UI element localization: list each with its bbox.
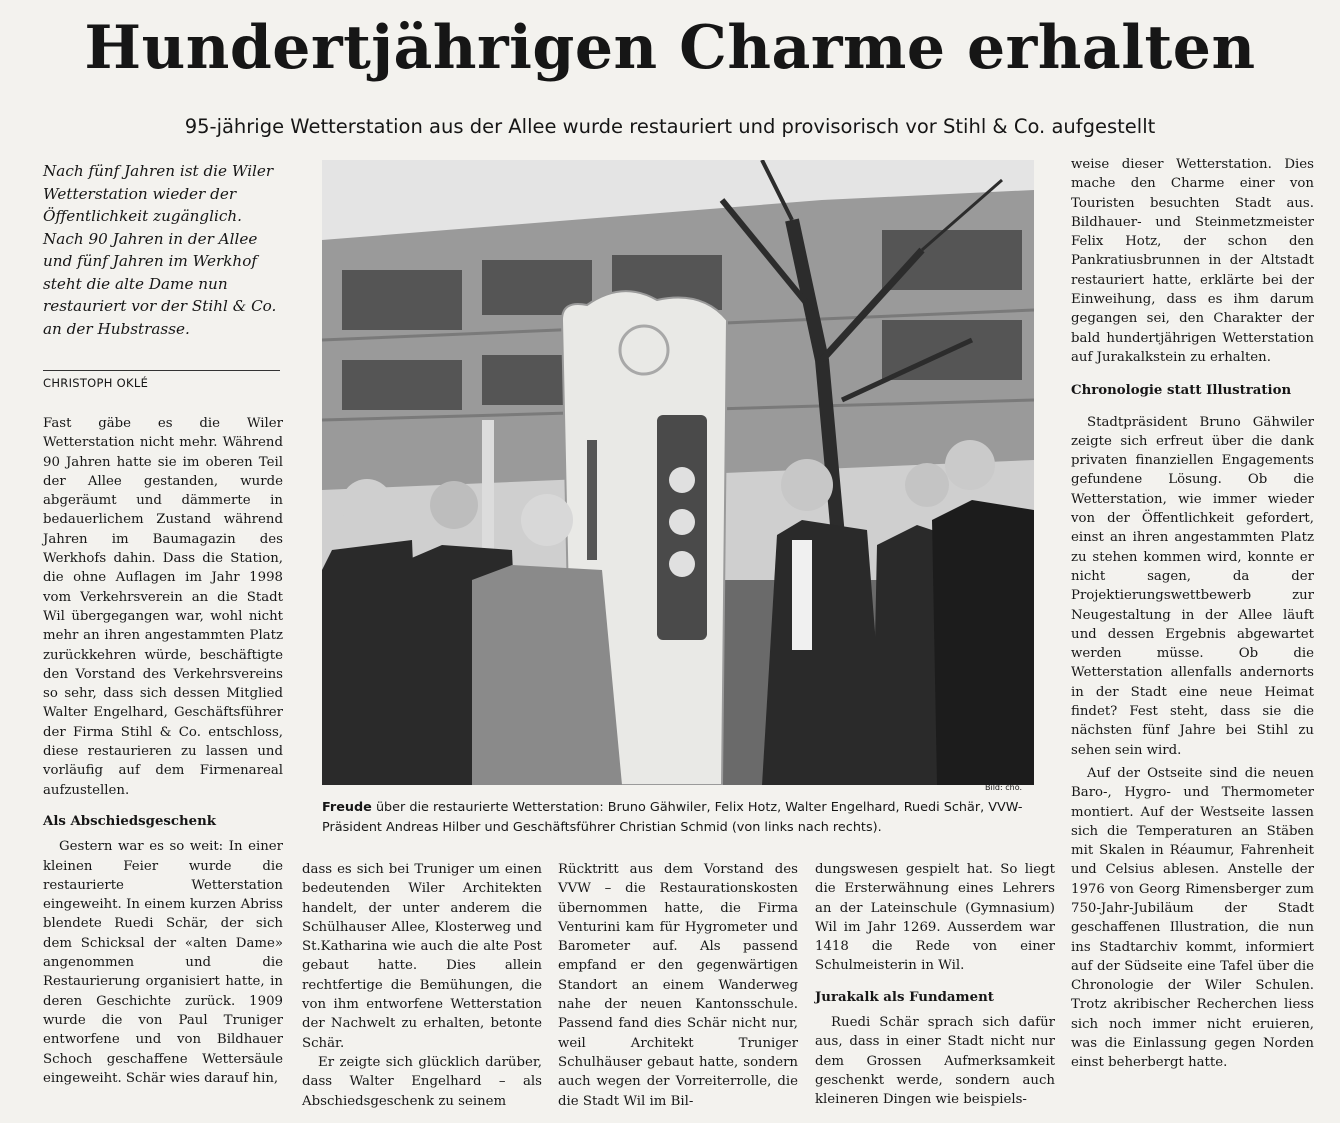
paragraph: Er zeigte sich glücklich darüber, dass Walter Engelhard – als Abschiedsgeschenk zu seinem [302, 1054, 542, 1109]
caption-lead: Freude [322, 800, 372, 815]
paragraph: dungswesen gespielt hat. So liegt die Ersterwähnung eines Lehrers an der Lateinschule (Gymnasium) Wil im Jahr 1269. Ausserdem war 1418 die Rede von einer Schulmeisterin in Wil. [815, 862, 1055, 974]
author-divider [43, 370, 280, 371]
paragraph: Ruedi Schär sprach sich dafür aus, dass in einer Stadt nicht nur dem Grossen Aufmerksamkeit geschenkt werde, sondern auch kleineren Dingen wie beispiels- [815, 1015, 1055, 1108]
subheading: Jurakalk als Fundament [815, 989, 994, 1005]
paragraph: weise dieser Wetterstation. Dies mache den Charme einer von Touristen besuchten Stadt aus. Bildhauer- und Steinmetzmeister Felix Hotz, der schon den Pankratiusbrunnen in der Altstadt restauriert hatte, erklärte bei der Einweihung, dass es ihm darum gegangen sei, den Charakter der bald hundertjährigen Wetterstation auf Jurakalkstein zu erhalten. [1071, 157, 1314, 365]
paragraph: Auf der Ostseite sind die neuen Baro-, Hygro- und Thermometer montiert. Auf der Westseite lassen sich die Temperaturen an Stäben mit Skalen in Réaumur, Fahrenheit und Celsius ablesen. Anstelle der 1976 von Georg Rimensberger zum 750-Jahr-Jubiläum der Stadt geschaffenen Illustration, die nun ins Stadtarchiv kommt, informiert auf der Südseite eine Tafel über die Chronologie der Wiler Schulen. Trotz akribischer Recherchen liess sich noch immer nicht eruieren, was die Einlassung gegen Norden einst beherbergt hatte. [1071, 765, 1314, 1071]
author-byline: CHRISTOPH OKLÉ [43, 376, 149, 390]
paragraph: Rücktritt aus dem Vorstand des VVW – die Restaurationskosten übernommen hatte, die Firma Venturini kam für Hygrometer und Barometer auf. Als passend empfand er den gegenwärtigen Standort an einem Wanderweg nahe der neuen Kantonsschule. Passend fand dies Schär nicht nur, weil Architekt Truniger Schulhäuser gebaut hatte, sondern auch wegen der Vorreiterrolle, die die Stadt Wil im Bil- [558, 862, 798, 1109]
lead-paragraph: Nach fünf Jahren ist die Wiler Wetterstation wieder der Öffentlichkeit zugänglich. Nach 90 Jahren in der Allee und fünf Jahren im Werkhof steht die alte Dame nun restauriert vor der Stihl & Co. an der Hubstrasse. [43, 162, 277, 338]
subheading: Als Abschiedsgeschenk [43, 813, 216, 829]
caption-text: über die restaurierte Wetterstation: Bruno Gähwiler, Felix Hotz, Walter Engelhard, Ruedi Schär, VVW-Präsident Andreas Hilber und Geschäftsführer Christian Schmid (von links nach rechts). [322, 800, 1023, 835]
news-photo [322, 160, 1034, 785]
text-column-2 [302, 860, 542, 1111]
photo-credit: Bild: cho. [985, 783, 1023, 792]
text-column-5 [1071, 155, 1314, 1073]
paragraph: Fast gäbe es die Wiler Wetterstation nicht mehr. Während 90 Jahren hatte sie im oberen Teil der Allee gestanden, wurde abgeräumt und dämmerte in bedauerlichem Zustand während Jahren im Baumagazin des Werkhofs dahin. Dass die Station, die ohne Auflagen im Jahr 1998 vom Verkehrsverein an die Stadt Wil übergegangen war, wohl nicht mehr an ihren angestammten Platz zurückkehren würde, beschäftigte den Vorstand des Verkehrsvereins so sehr, dass sich dessen Mitglied Walter Engelhard, Geschäftsführer der Firma Stihl & Co. entschloss, diese restaurieren zu lassen und vorläufig auf dem Firmenareal aufzustellen. [43, 416, 283, 798]
photo-caption [322, 798, 1042, 838]
headline: Hundertjährigen Charme erhalten [84, 13, 1256, 83]
subheadline: 95-jährige Wetterstation aus der Allee wurde restauriert und provisorisch vor Stihl & Co. aufgestellt [184, 115, 1156, 138]
paragraph: Gestern war es so weit: In einer kleinen Feier wurde die restaurierte Wetterstation eingeweiht. In einem kurzen Abriss blendete Ruedi Schär, der sich dem Schicksal der «alten Dame» angenommen und die Restaurierung organisiert hatte, in deren Geschichte zurück. 1909 wurde die von Paul Truniger entworfene und von Bildhauer Schoch geschaffene Wettersäule eingeweiht. Schär wies darauf hin, [43, 839, 283, 1086]
text-column-3 [558, 860, 798, 1111]
text-column-4 [815, 860, 1055, 1110]
text-column-1 [43, 414, 283, 1088]
subheading: Chronologie statt Illustration [1071, 383, 1292, 399]
paragraph: dass es sich bei Truniger um einen bedeutenden Wiler Architekten handelt, der unter anderem die Schülhauser Allee, Klosterweg und St.Katharina wie auch die alte Post gebaut hatte. Dies allein rechtfertige die Bemühungen, die von ihm entworfene Wetterstation der Nachwelt zu erhalten, betonte Schär. [302, 862, 542, 1051]
paragraph: Stadtpräsident Bruno Gähwiler zeigte sich erfreut über die dank privaten finanziellen Engagements gefundene Lösung. Ob die Wetterstation, wie immer wieder von der Öffentlichkeit gefordert, einst an ihren angestammten Platz zu stehen kommen wird, konnte er nicht sagen, da der Projektierungswettbewerb zur Neugestaltung in der Allee läuft und dessen Ergebnis abgewartet werden müsse. Ob die Wetterstation allenfalls andernorts in der Stadt eine neue Heimat findet? Fest steht, dass sie die nächsten fünf Jahre bei Stihl zu sehen sein wird. [1071, 414, 1314, 758]
